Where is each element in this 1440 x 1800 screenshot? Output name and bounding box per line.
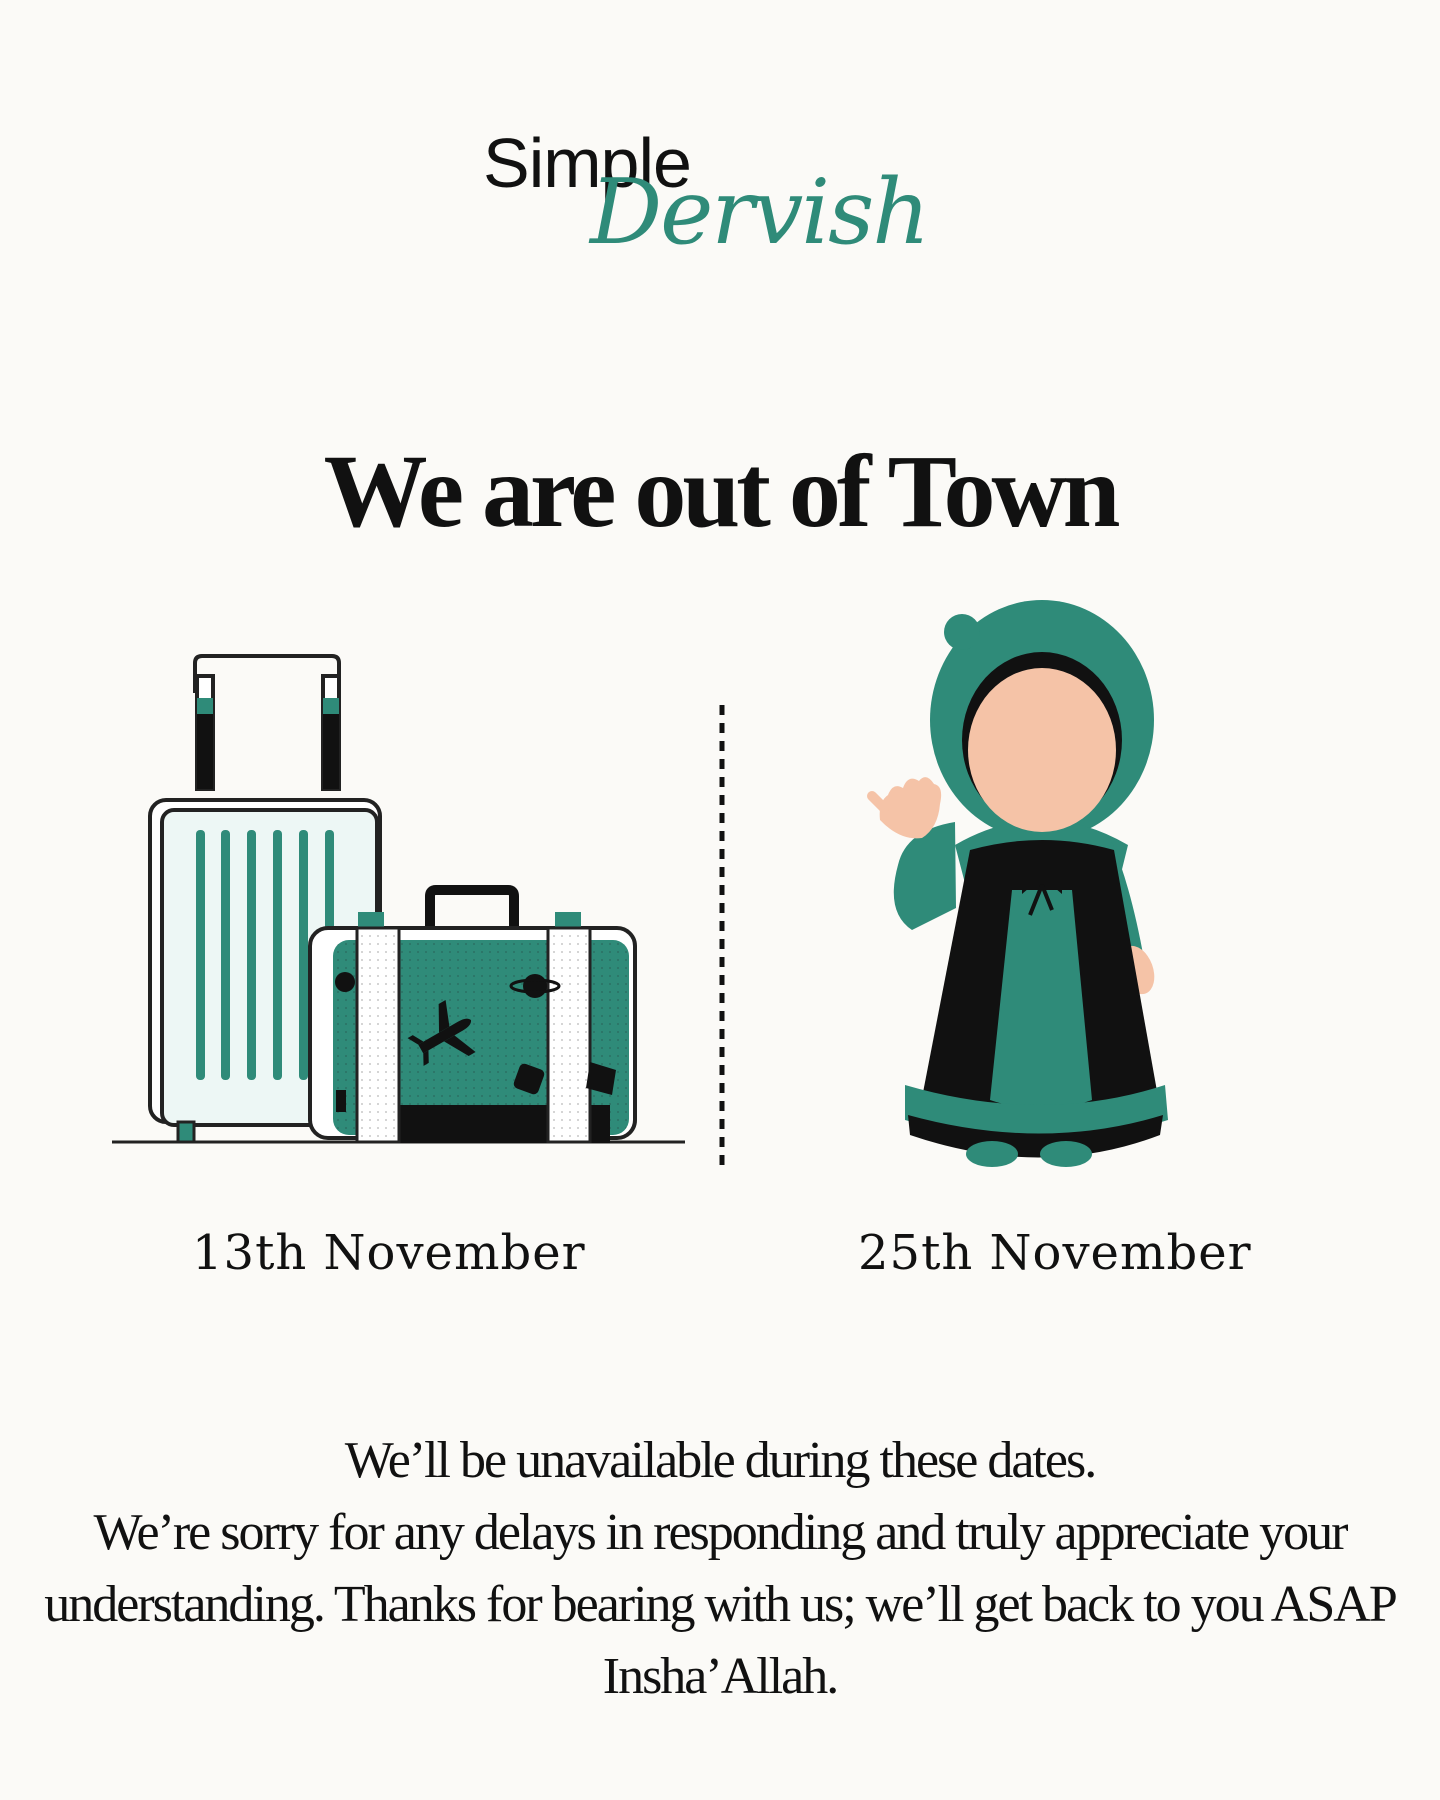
message-line-3: understanding. Thanks for bearing with us; we’ll get back to you ASAP (44, 1576, 1396, 1633)
brand-logo-dervish: Dervish (590, 160, 929, 265)
message-line-1: We’ll be unavailable during these dates. (344, 1432, 1096, 1489)
availability-message (20, 1425, 1420, 1713)
brand-logo (470, 120, 929, 270)
end-date: 25th November (858, 1225, 1252, 1281)
start-date: 13th November (192, 1225, 586, 1281)
message-line-2: We’re sorry for any delays in responding and truly appreciate your (93, 1504, 1347, 1561)
message-line-4: Insha’Allah. (602, 1648, 838, 1705)
page-title: We are out of Town (323, 433, 1117, 549)
brand-logo-simple: Simple (483, 124, 691, 202)
waving-girl-icon (872, 600, 1168, 1167)
luggage-icon (112, 656, 685, 1143)
travel-illustration (0, 590, 1440, 1190)
